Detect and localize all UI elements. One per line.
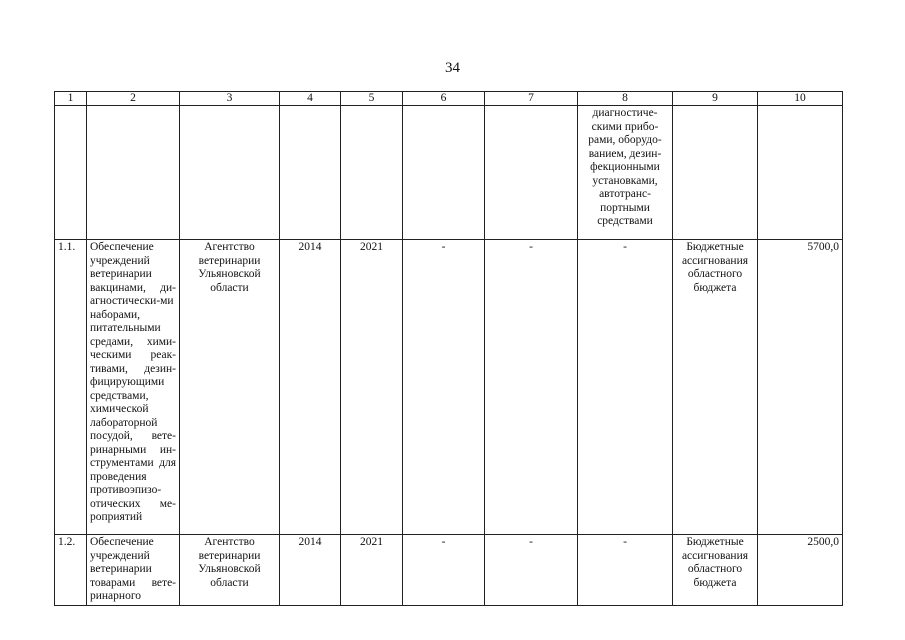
measure-name: Обеспечение учреждений ветеринарии вакцинами, ди-агностически-ми наборами, питательными средами, хими-ческими реак-тивами, дезин-фицирующими средствами, химической лабораторной посудой, вете-ринарными ин-струментами для проведения противоэпизо-отических ме-роприятий <box>87 240 180 535</box>
column-number-cell: 7 <box>485 92 578 106</box>
column-number-cell: 6 <box>403 92 485 106</box>
column-number-cell: 3 <box>180 92 280 106</box>
end-year: 2021 <box>341 535 403 606</box>
page-number: 34 <box>445 60 460 76</box>
table-cell <box>180 106 280 240</box>
table-cell <box>341 106 403 240</box>
funding-amount: 2500,0 <box>758 535 843 606</box>
start-year: 2014 <box>280 240 341 535</box>
measure-name: Обеспечение учреждений ветеринарии товарами вете-ринарного <box>87 535 180 606</box>
row-number: 1.2. <box>55 535 87 606</box>
row-number: 1.1. <box>55 240 87 535</box>
executor-cell: Агентство ветеринарии Ульяновской области <box>180 240 280 535</box>
table-cell <box>403 106 485 240</box>
column8-cell: - <box>578 240 673 535</box>
column-number-cell: 2 <box>87 92 180 106</box>
column7-cell: - <box>485 535 578 606</box>
column-number-cell: 1 <box>55 92 87 106</box>
start-year: 2014 <box>280 535 341 606</box>
table-cell <box>485 106 578 240</box>
table-cell <box>280 106 341 240</box>
funding-source: Бюджетные ассигнования областного бюджета <box>673 240 758 535</box>
continuation-row <box>55 106 843 240</box>
table-cell <box>55 106 87 240</box>
column-number-cell: 4 <box>280 92 341 106</box>
table-cell <box>87 106 180 240</box>
table-cell <box>758 106 843 240</box>
indicator-cell: диагностиче-скими прибо-рами, оборудо-ванием, дезин-фекционными установками, автотранс-портными средствами <box>578 106 673 240</box>
column6-cell: - <box>403 240 485 535</box>
column-number-cell: 10 <box>758 92 843 106</box>
column-number-cell: 8 <box>578 92 673 106</box>
column-number-cell: 5 <box>341 92 403 106</box>
table-row <box>55 240 843 535</box>
program-table <box>54 91 843 606</box>
end-year: 2021 <box>341 240 403 535</box>
column-number-cell: 9 <box>673 92 758 106</box>
funding-amount: 5700,0 <box>758 240 843 535</box>
funding-source: Бюджетные ассигнования областного бюджета <box>673 535 758 606</box>
column-number-row <box>55 92 843 106</box>
column6-cell: - <box>403 535 485 606</box>
column8-cell: - <box>578 535 673 606</box>
table-cell <box>673 106 758 240</box>
table-row <box>55 535 843 606</box>
column7-cell: - <box>485 240 578 535</box>
executor-cell: Агентство ветеринарии Ульяновской области <box>180 535 280 606</box>
